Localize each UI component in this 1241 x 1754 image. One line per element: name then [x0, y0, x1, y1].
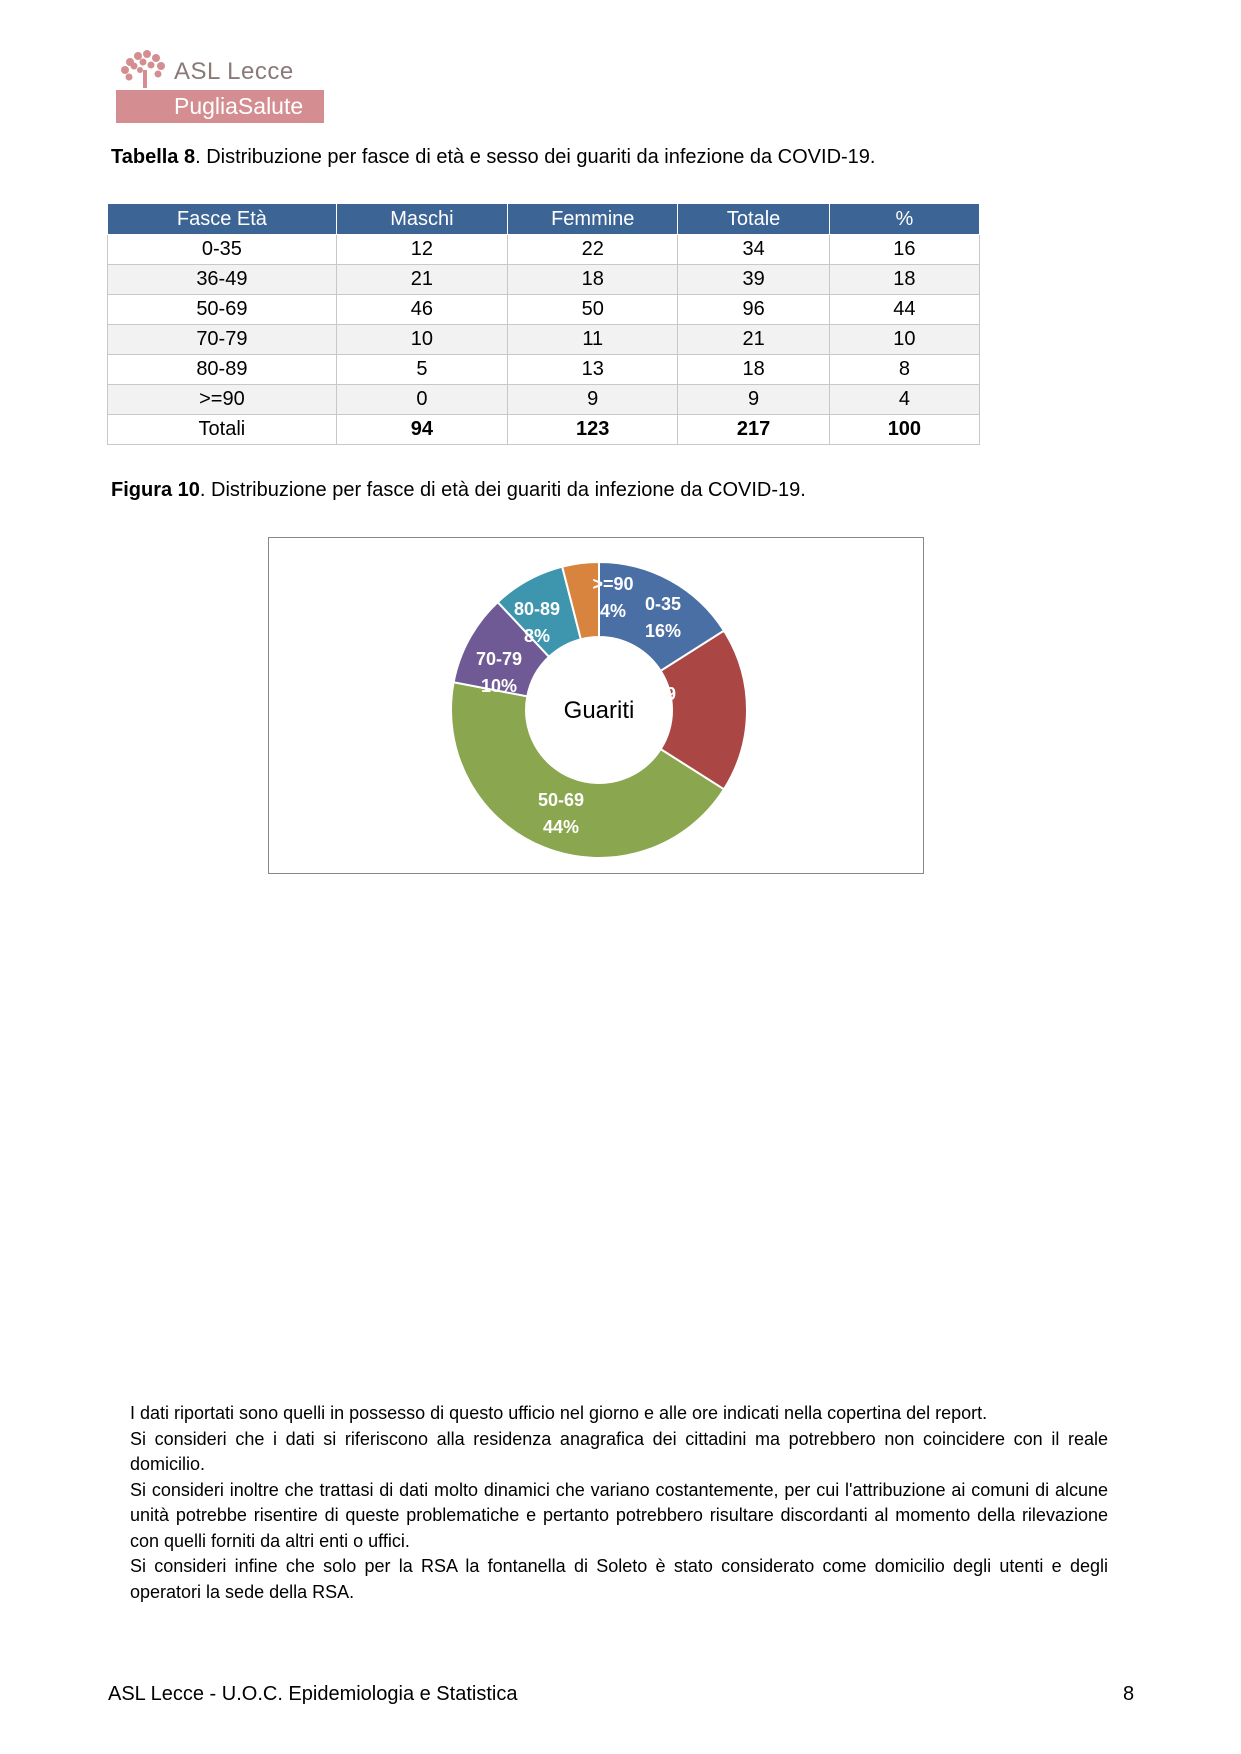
table-row [108, 385, 980, 415]
table-header-row [108, 204, 980, 235]
table-caption [111, 146, 876, 169]
cell-female: 9 [508, 385, 678, 415]
cell-total: 34 [678, 235, 829, 265]
footer-department: ASL Lecce - U.O.C. Epidemiologia e Statistica [108, 1683, 518, 1705]
tree-logo-icon [116, 48, 172, 92]
cell-male: 12 [336, 235, 507, 265]
table-totals-row [108, 415, 980, 445]
cell-male: 5 [336, 355, 507, 385]
cell-totals-total: 217 [678, 415, 829, 445]
note-paragraph: Si consideri che i dati si riferiscono alla residenza anagrafica dei cittadini ma potrebbero non coincidere con il reale domicilio. [130, 1428, 1108, 1474]
figure-caption [111, 479, 806, 502]
slice-label-value: 10% [480, 676, 518, 696]
slice-label-value: 16% [644, 621, 682, 641]
note-paragraph: I dati riportati sono quelli in possesso di questo ufficio nel giorno e alle ore indicati nella copertina del report. [130, 1403, 988, 1423]
table-caption-label: Tabella 8 [111, 146, 196, 168]
slice-label-category: 36-49 [629, 684, 677, 704]
cell-percent: 4 [829, 385, 979, 415]
cell-female: 11 [508, 325, 678, 355]
cell-total: 39 [678, 265, 829, 295]
cell-percent: 18 [829, 265, 979, 295]
cell-total: 96 [678, 295, 829, 325]
cell-male: 0 [336, 385, 507, 415]
slice-label-category: 70-79 [475, 649, 523, 669]
cell-male: 46 [336, 295, 507, 325]
cell-percent: 16 [829, 235, 979, 265]
cell-age: 70-79 [108, 325, 337, 355]
cell-age: 36-49 [108, 265, 337, 295]
header-maschi: Maschi [336, 204, 507, 235]
donut-chart-frame [268, 537, 924, 874]
cell-age: 0-35 [108, 235, 337, 265]
cell-percent: 44 [829, 295, 979, 325]
cell-female: 50 [508, 295, 678, 325]
table-row [108, 235, 980, 265]
cell-totals-female: 123 [508, 415, 678, 445]
slice-label-category: 80-89 [513, 599, 561, 619]
cell-female: 13 [508, 355, 678, 385]
figure-caption-label: Figura 10 [111, 479, 200, 501]
cell-totals-male: 94 [336, 415, 507, 445]
header-percent: % [829, 204, 979, 235]
slice-label-category: >=90 [592, 574, 634, 594]
cell-percent: 8 [829, 355, 979, 385]
table-row [108, 325, 980, 355]
header-fasce-eta: Fasce Età [108, 204, 337, 235]
cell-age: >=90 [108, 385, 337, 415]
cell-female: 18 [508, 265, 678, 295]
slice-label-value: 4% [599, 601, 627, 621]
cell-female: 22 [508, 235, 678, 265]
logo-text-pugliasalute: PugliaSalute [116, 90, 324, 123]
slice-label-value: 8% [523, 626, 551, 646]
cell-total: 18 [678, 355, 829, 385]
header-totale: Totale [678, 204, 829, 235]
note-paragraph: Si consideri infine che solo per la RSA la fontanella di Soleto è stato considerato come domicilio degli utenti e degli operatori la sede della RSA. [130, 1556, 1108, 1602]
note-paragraph: Si consideri inoltre che trattasi di dati molto dinamici che variano costantemente, per cui l'attribuzione ai comuni di alcune unità potrebbe risentire di queste problematiche e pertanto potrebbero risultare discordanti al momento della rilevazione con quelli forniti da altri enti o uffici. [130, 1479, 1108, 1551]
donut-chart [269, 538, 922, 872]
slice-label-category: 50-69 [537, 790, 585, 810]
asl-lecce-logo [116, 48, 326, 126]
slice-label-category: 0-35 [644, 594, 682, 614]
age-sex-table [107, 203, 980, 445]
cell-male: 21 [336, 265, 507, 295]
header-femmine: Femmine [508, 204, 678, 235]
figure-caption-text: . Distribuzione per fasce di età dei guariti da infezione da COVID-19. [199, 479, 806, 501]
donut-center-label: Guariti [563, 697, 635, 724]
table-row [108, 355, 980, 385]
cell-total: 21 [678, 325, 829, 355]
slice-label-value: 44% [542, 817, 580, 837]
slice-label-value: 18% [634, 711, 672, 731]
cell-total: 9 [678, 385, 829, 415]
cell-totals-percent: 100 [829, 415, 979, 445]
cell-male: 10 [336, 325, 507, 355]
cell-totals-label: Totali [108, 415, 337, 445]
table-caption-text: . Distribuzione per fasce di età e sesso dei guariti da infezione da COVID-19. [195, 146, 876, 168]
disclaimer-notes [130, 1401, 1108, 1605]
cell-age: 80-89 [108, 355, 337, 385]
cell-age: 50-69 [108, 295, 337, 325]
logo-text-asl: ASL Lecce [174, 58, 294, 85]
cell-percent: 10 [829, 325, 979, 355]
footer-page-number: 8 [1123, 1683, 1135, 1705]
table-row [108, 295, 980, 325]
table-row [108, 265, 980, 295]
